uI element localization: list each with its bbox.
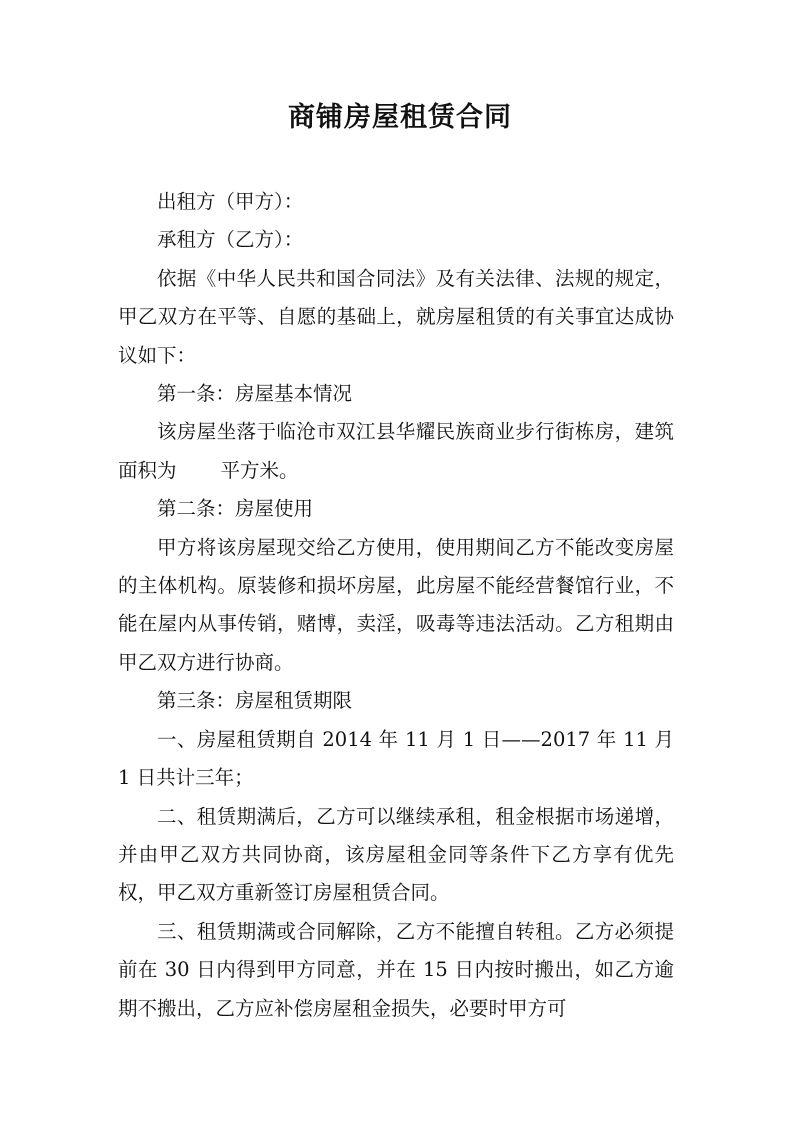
document-title: 商铺房屋租赁合同 — [288, 102, 512, 133]
lessor-line: 出租方（甲方）： — [157, 190, 304, 213]
article-2-body: 甲方将该房屋现交给乙方使用，使用期间乙方不能改变房屋的主体机构。原装修和损坏房屋，此房屋不能经营餐馆行业，不能在屋内从事传销，赌博，卖淫，吸毒等违法活动。乙方租期由甲乙双方进行协商。 — [118, 535, 674, 674]
article-3-item-1: 一、房屋租赁期自 2014 年 11 月 1 日——2017 年 11 月 1 日共计三年； — [118, 727, 674, 790]
preamble-paragraph: 依据《中华人民共和国合同法》及有关法律、法规的规定，甲乙双方在平等、自愿的基础上，就房屋租赁的有关事宜达成协议如下： — [118, 266, 674, 367]
article-1-body-part2: 平方米。 — [220, 458, 299, 482]
article-3-item-2: 二、租赁期满后，乙方可以继续承租，租金根据市场递增，并由甲乙双方共同协商，该房屋租金同等条件下乙方享有优先权，甲乙双方重新签订房屋租赁合同。 — [118, 804, 674, 905]
article-2-heading: 第二条：房屋使用 — [157, 497, 314, 521]
article-3-heading: 第三条：房屋租赁期限 — [157, 689, 353, 713]
lessee-line: 承租方（乙方）： — [157, 228, 304, 252]
document-body — [118, 183, 674, 1028]
article-1-heading: 第一条：房屋基本情况 — [157, 382, 353, 406]
article-1-body — [118, 413, 674, 490]
article-1-body-part1: 该房屋坐落于临沧市双江县华耀民族商业步行街栋房，建筑面积为 — [118, 420, 674, 482]
article-3-item-3: 三、租赁期满或合同解除，乙方不能擅自转租。乙方必须提前在 30 日内得到甲方同意，并在 15 日内按时搬出，如乙方逾期不搬出，乙方应补偿房屋租金损失，必要时甲方可 — [118, 919, 674, 1020]
